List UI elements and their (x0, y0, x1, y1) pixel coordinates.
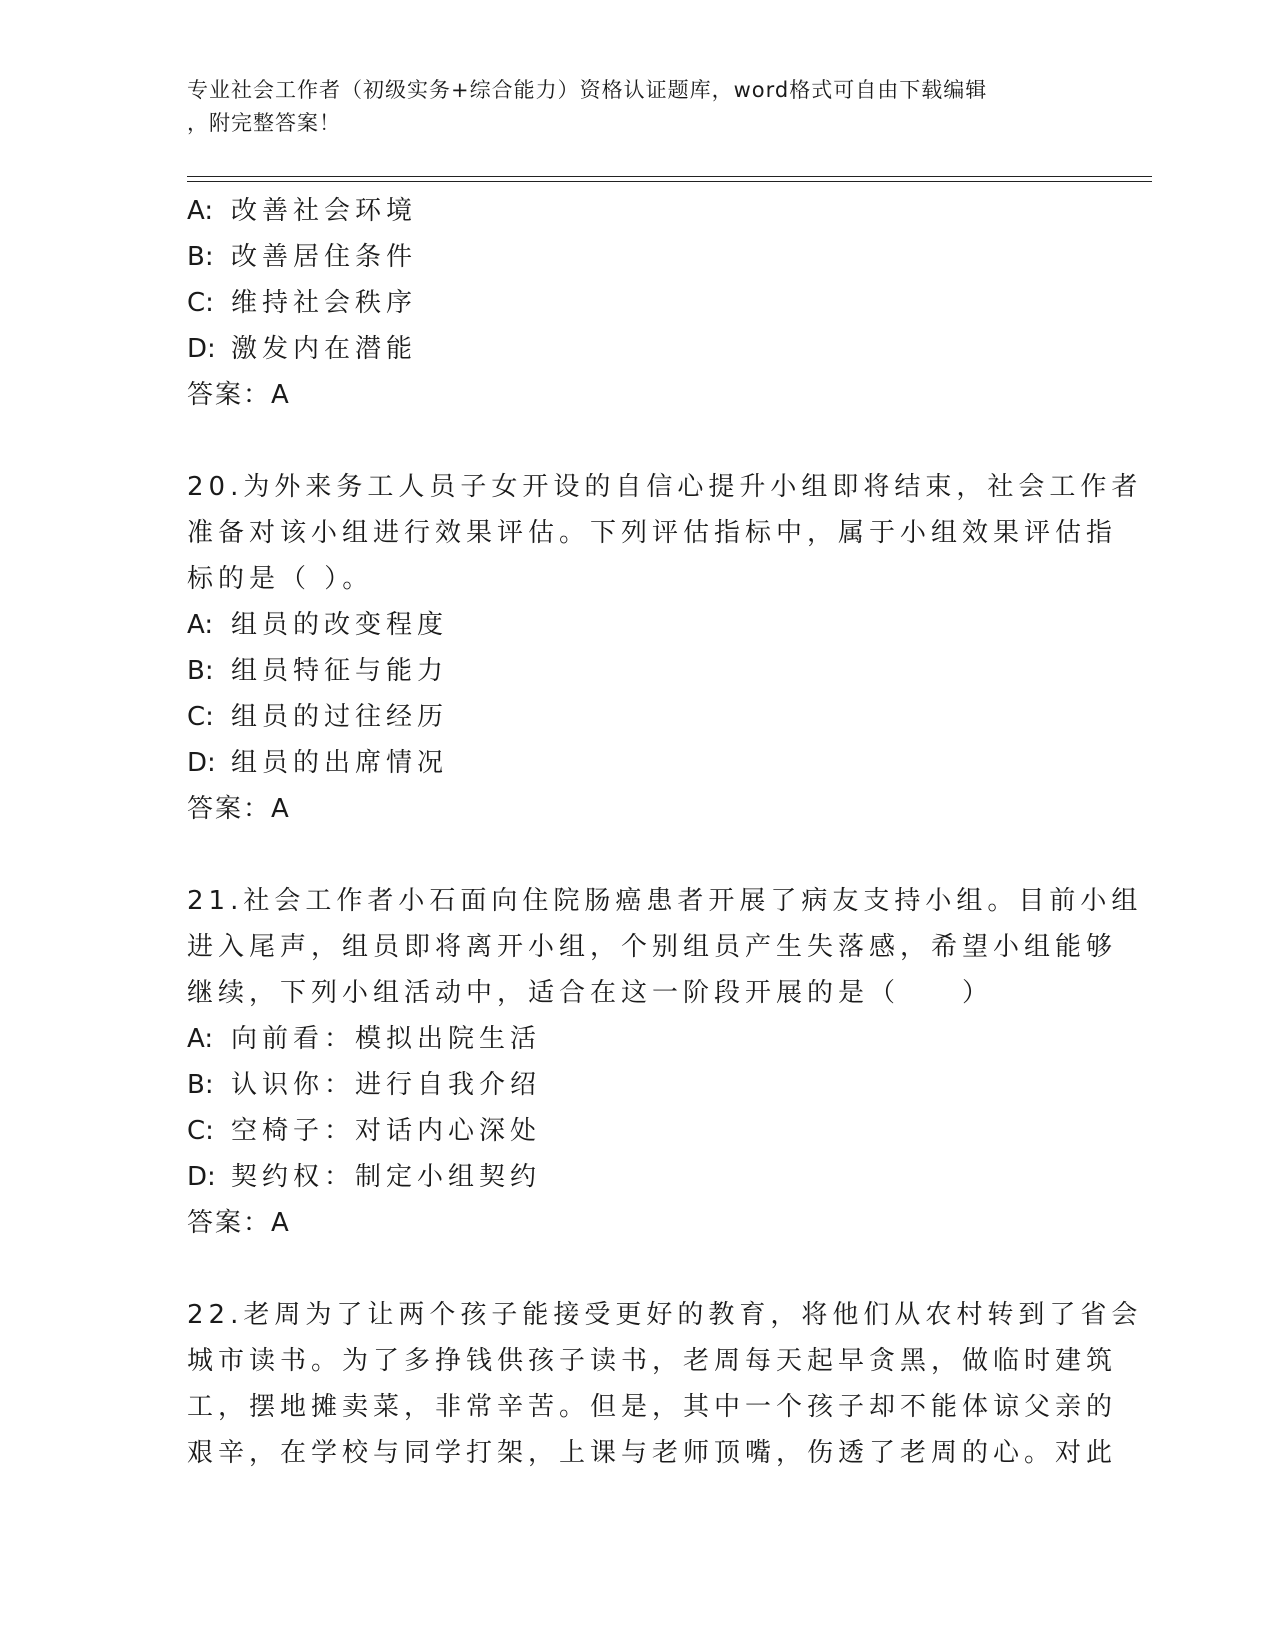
option-a (187, 602, 1077, 648)
question-spacer (187, 832, 1077, 878)
option-c (187, 1108, 1077, 1154)
option-text: 认识你：进行自我介绍 (231, 1070, 542, 1100)
question-stem-line: 标的是（ ）。 (187, 564, 374, 594)
option-text: 契约权：制定小组契约 (231, 1162, 542, 1192)
question-21 (187, 878, 1143, 1246)
question-20 (187, 464, 1143, 832)
question-stem-line: 20.为外来务工人员子女开设的自信心提升小组即将结束，社会工作者 (187, 472, 1143, 502)
option-text: 向前看：模拟出院生活 (231, 1024, 542, 1054)
option-text: 组员的出席情况 (231, 748, 449, 778)
header-divider-bottom (187, 181, 1152, 182)
question-stem-line: 22.老周为了让两个孩子能接受更好的教育，将他们从农村转到了省会 (187, 1300, 1143, 1330)
option-d (187, 326, 1077, 372)
option-letter: B: (187, 1070, 214, 1100)
option-letter: A: (187, 1024, 214, 1054)
question-22 (187, 1292, 1143, 1476)
option-text: 组员特征与能力 (231, 656, 449, 686)
question-prev (187, 188, 1077, 418)
question-stem-line: 艰辛，在学校与同学打架，上课与老师顶嘴，伤透了老周的心。对此 (187, 1438, 1118, 1468)
answer-line: 答案：A (187, 794, 291, 824)
option-d (187, 740, 1077, 786)
question-stem-line: 进入尾声，组员即将离开小组，个别组员产生失落感，希望小组能够 (187, 932, 1118, 962)
option-text: 改善居住条件 (231, 242, 418, 272)
option-letter: C: (187, 702, 214, 732)
option-a (187, 1016, 1077, 1062)
question-spacer (187, 1246, 1077, 1292)
option-letter: A: (187, 610, 214, 640)
option-letter: C: (187, 288, 214, 318)
option-d (187, 1154, 1077, 1200)
option-letter: C: (187, 1116, 214, 1146)
question-spacer (187, 418, 1077, 464)
option-letter: B: (187, 656, 214, 686)
question-stem-line: 继续，下列小组活动中，适合在这一阶段开展的是（ ） (187, 978, 994, 1008)
option-letter: A: (187, 196, 214, 226)
header-line-2: ，附完整答案！ (187, 111, 341, 135)
option-a (187, 188, 1077, 234)
option-letter: D: (187, 334, 216, 364)
option-text: 组员的改变程度 (231, 610, 449, 640)
header-divider-top (187, 176, 1152, 177)
option-letter: D: (187, 1162, 216, 1192)
header-line-1: 专业社会工作者（初级实务+综合能力）资格认证题库，word格式可自由下载编辑 (187, 78, 988, 102)
option-b (187, 1062, 1077, 1108)
question-stem-line: 城市读书。为了多挣钱供孩子读书，老周每天起早贪黑，做临时建筑 (187, 1346, 1118, 1376)
option-text: 空椅子：对话内心深处 (231, 1116, 542, 1146)
option-b (187, 234, 1077, 280)
question-list (187, 188, 1143, 1476)
question-stem-line: 准备对该小组进行效果评估。下列评估指标中，属于小组效果评估指 (187, 518, 1118, 548)
answer-line: 答案：A (187, 1208, 291, 1238)
option-c (187, 280, 1077, 326)
question-stem-line: 21.社会工作者小石面向住院肠癌患者开展了病友支持小组。目前小组 (187, 886, 1143, 916)
option-letter: B: (187, 242, 214, 272)
question-stem-line: 工，摆地摊卖菜，非常辛苦。但是，其中一个孩子却不能体谅父亲的 (187, 1392, 1118, 1422)
option-c (187, 694, 1077, 740)
option-text: 组员的过往经历 (231, 702, 449, 732)
option-b (187, 648, 1077, 694)
option-text: 激发内在潜能 (231, 334, 418, 364)
option-letter: D: (187, 748, 216, 778)
option-text: 改善社会环境 (231, 196, 418, 226)
answer-line: 答案：A (187, 380, 291, 410)
option-text: 维持社会秩序 (231, 288, 418, 318)
document-header (187, 74, 1087, 140)
